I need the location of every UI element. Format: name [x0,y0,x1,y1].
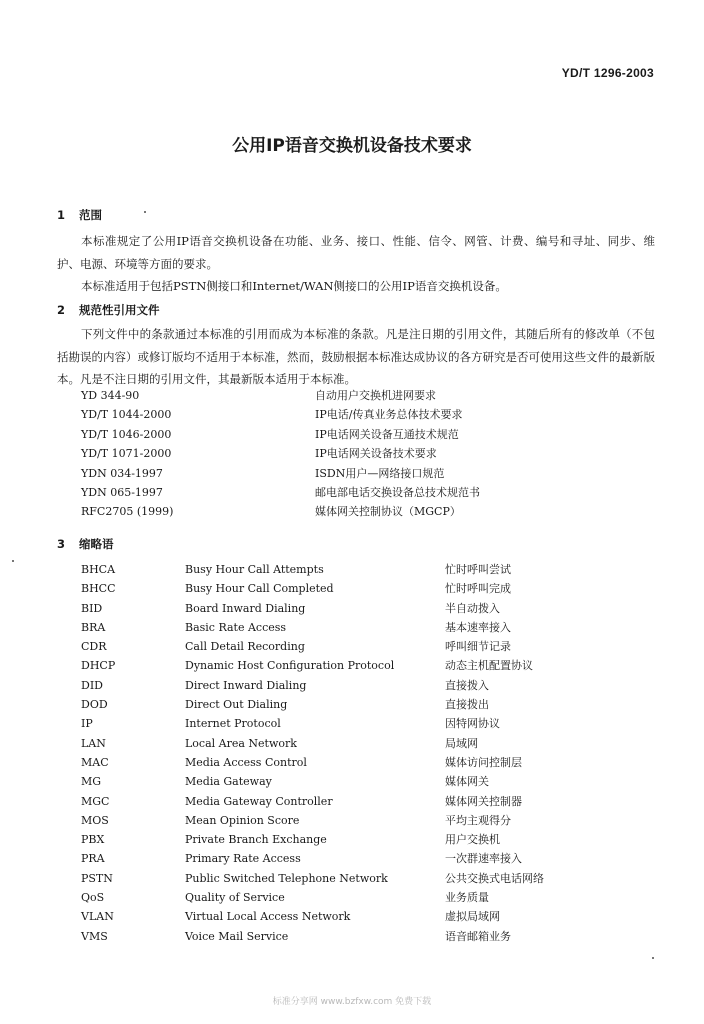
abbreviation-code: BRA [81,620,106,634]
abbreviation-chinese: 忙时呼叫完成 [445,582,511,596]
reference-code: YD 344-90 [81,389,140,402]
section-1-heading [57,207,102,223]
reference-title: 自动用户交换机进网要求 [315,389,436,402]
abbreviation-code: DID [81,678,103,692]
abbreviation-row [81,637,621,656]
abbreviation-row [81,579,621,598]
normative-references-paragraph: 下列文件中的条款通过本标准的引用而成为本标准的条款。凡是注日期的引用文件，其随后所有的修改单（不包括勘误的内容）或修订版均不适用于本标准，然而，鼓励根据本标准达成协议的各方研究是否可使用这些文件的最新版本。凡是不注日期的引用文件，其最新版本适用于本标准。 [57,327,655,386]
abbreviation-chinese: 局域网 [445,736,478,750]
abbreviation-row [81,656,621,675]
abbreviation-chinese: 媒体网关 [445,775,489,789]
section-number: 3 [57,537,66,551]
scan-speck [144,211,146,213]
abbreviation-code: MGC [81,794,110,808]
abbreviation-row [81,772,621,791]
abbreviation-english: Direct Out Dialing [185,698,288,712]
abbreviation-code: BHCA [81,563,116,576]
abbreviation-row [81,907,621,926]
abbreviation-chinese: 平均主观得分 [445,813,511,827]
abbreviation-english: Call Detail Recording [185,640,305,654]
reference-list [81,386,561,522]
reference-code: YD/T 1044-2000 [81,408,172,422]
reference-row [81,405,561,424]
abbreviation-code: BID [81,601,103,615]
standard-code: YD/T 1296-2003 [561,66,654,80]
scan-speck [652,957,654,959]
abbreviation-code: QoS [81,891,105,905]
abbreviation-chinese: 动态主机配置协议 [445,659,533,673]
section-title: 规范性引用文件 [79,303,160,317]
scope-paragraph-1: 本标准规定了公用IP语音交换机设备在功能、业务、接口、性能、信令、网管、计费、编号和寻址、同步、维护、电源、环境等方面的要求。 [57,234,655,271]
reference-row [81,386,561,405]
abbreviation-english: Dynamic Host Configuration Protocol [185,659,395,673]
abbreviation-table [81,560,621,946]
reference-row [81,502,561,521]
section-title: 范围 [79,208,102,222]
abbreviation-chinese: 媒体访问控制层 [445,755,522,769]
scan-speck [12,560,14,562]
abbreviation-row [81,560,621,579]
abbreviation-code: IP [81,717,93,731]
abbreviation-row [81,618,621,637]
abbreviation-code: MOS [81,813,109,827]
abbreviation-code: LAN [81,736,106,750]
reference-code: YDN 034-1997 [81,466,163,480]
abbreviation-chinese: 语音邮箱业务 [445,929,511,943]
abbreviation-english: Private Branch Exchange [185,833,327,847]
abbreviation-row [81,734,621,753]
abbreviation-english: Virtual Local Access Network [185,910,351,924]
abbreviation-chinese: 忙时呼叫尝试 [445,563,511,576]
abbreviation-code: VMS [81,929,108,943]
abbreviation-english: Media Gateway [185,775,272,789]
abbreviation-row [81,869,621,888]
abbreviation-code: DOD [81,698,108,712]
section-title: 缩略语 [79,537,114,551]
reference-code: YD/T 1071-2000 [81,447,172,461]
section-2-body [57,323,655,391]
reference-title: IP电话网关设备技术要求 [315,447,437,461]
reference-title: IP电话/传真业务总体技术要求 [315,408,463,422]
abbreviation-english: Voice Mail Service [185,929,289,943]
reference-row [81,464,561,483]
reference-title: 邮电部电话交换设备总技术规范书 [315,485,480,499]
abbreviation-code: PBX [81,833,105,847]
section-3-heading [57,536,114,552]
abbreviation-row [81,830,621,849]
abbreviation-english: Mean Opinion Score [185,813,300,827]
abbreviation-chinese: 直接拨入 [445,678,489,692]
abbreviation-chinese: 半自动拨入 [445,601,500,615]
abbreviation-row [81,811,621,830]
reference-code: YDN 065-1997 [81,485,163,499]
abbreviation-chinese: 公共交换式电话网络 [445,871,544,885]
abbreviation-english: Direct Inward Dialing [185,678,307,692]
reference-title: 媒体网关控制协议（MGCP） [315,505,461,519]
abbreviation-english: Internet Protocol [185,717,281,731]
abbreviation-english: Basic Rate Access [185,620,287,634]
abbreviation-english: Busy Hour Call Completed [185,582,334,596]
abbreviation-code: MG [81,775,102,789]
reference-row [81,425,561,444]
abbreviation-code: BHCC [81,582,116,596]
document-title: 公用IP语音交换机设备技术要求 [232,136,472,156]
reference-code: YD/T 1046-2000 [81,427,172,441]
abbreviation-english: Board Inward Dialing [185,601,306,615]
reference-row [81,483,561,502]
abbreviation-row [81,714,621,733]
abbreviation-chinese: 因特网协议 [445,717,500,731]
abbreviation-english: Primary Rate Access [185,852,301,866]
abbreviation-row [81,888,621,907]
reference-title: IP电话网关设备互通技术规范 [315,427,459,441]
abbreviation-chinese: 业务质量 [445,891,489,905]
abbreviation-row [81,695,621,714]
abbreviation-english: Local Area Network [185,736,297,750]
abbreviation-english: Quality of Service [185,891,285,905]
section-number: 2 [57,303,66,317]
reference-row [81,444,561,463]
section-1-body [57,230,655,298]
section-number: 1 [57,208,66,222]
abbreviation-row [81,676,621,695]
abbreviation-chinese: 用户交换机 [445,833,500,847]
abbreviation-chinese: 基本速率接入 [445,620,511,634]
abbreviation-english: Public Switched Telephone Network [185,871,388,885]
abbreviation-english: Busy Hour Call Attempts [185,563,324,576]
abbreviation-english: Media Access Control [185,755,307,769]
abbreviation-code: DHCP [81,659,116,673]
abbreviation-english: Media Gateway Controller [185,794,333,808]
section-2-heading [57,302,160,318]
abbreviation-code: CDR [81,640,107,654]
abbreviation-code: PRA [81,852,105,866]
abbreviation-chinese: 媒体网关控制器 [445,794,522,808]
abbreviation-code: MAC [81,755,109,769]
abbreviation-row [81,792,621,811]
abbreviation-code: PSTN [81,871,113,885]
scope-paragraph-2: 本标准适用于包括PSTN侧接口和Internet/WAN侧接口的公用IP语音交换机设备。 [81,279,507,293]
abbreviation-chinese: 一次群速率接入 [445,852,522,866]
abbreviation-row [81,599,621,618]
abbreviation-chinese: 直接拨出 [445,698,489,712]
footer-watermark: 标准分享网 www.bzfxw.com 免费下载 [272,997,432,1007]
abbreviation-code: VLAN [81,910,114,924]
abbreviation-chinese: 虚拟局域网 [445,910,500,924]
reference-code: RFC2705 (1999) [81,505,174,519]
reference-title: ISDN用户—网络接口规范 [315,466,445,480]
abbreviation-row [81,753,621,772]
abbreviation-row [81,927,621,946]
abbreviation-chinese: 呼叫细节记录 [445,640,511,654]
abbreviation-row [81,849,621,868]
